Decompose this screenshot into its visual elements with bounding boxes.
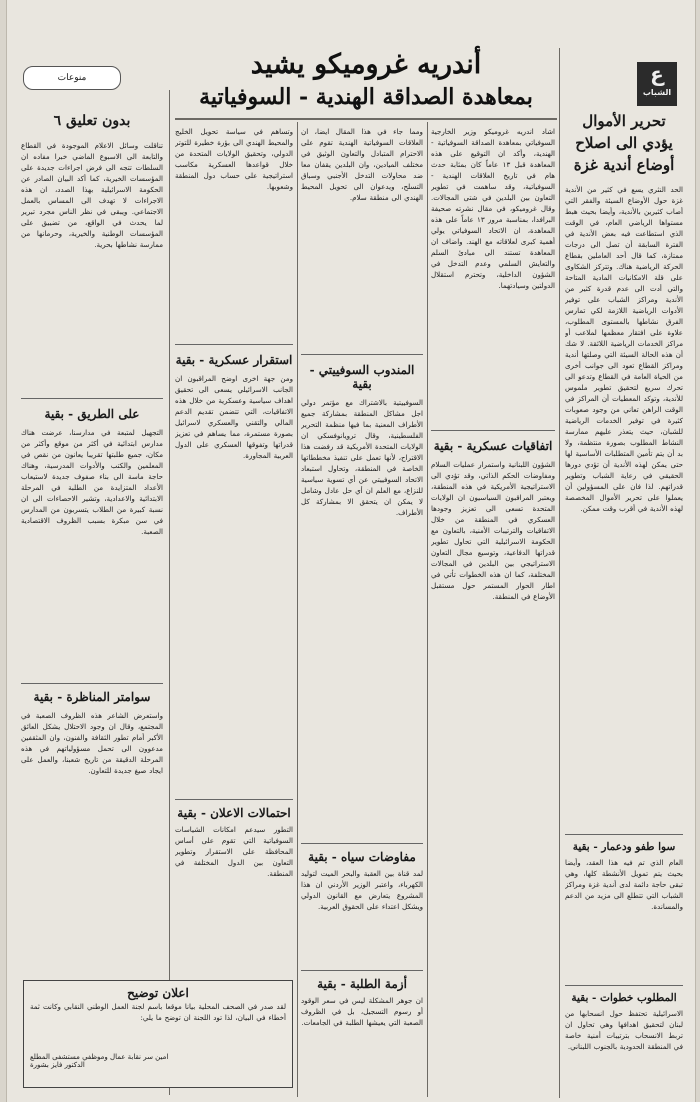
notice-title: اعلان توضيح (127, 986, 189, 1000)
center2-title3: مفاوضات سياه - بقية (301, 843, 423, 864)
youth-section-badge: ع الشباب (637, 62, 677, 106)
center-column-1 (431, 126, 555, 1096)
main-headline-line1: أندريه غروميكو يشيد (250, 49, 482, 80)
left-headline: بدون تعليق ٦ (53, 113, 131, 129)
center2-body4: ان جوهر المشكلة ليس في سعر الوقود أو رسوم التسجيل، بل في الظروف الصعبة التي يعيشها الطلبة في الجامعات. (301, 996, 423, 1027)
center2-body3: لمد قناة بين العقبة والبحر الميت لتوليد الكهرباء، واعتبر الوزير الأردني ان هذا المشروع يتعارض مع القانون الدولي ويشكل اعتداء على الحقوق العربية. (301, 869, 423, 911)
center3-title2: استقرار عسكرية - بقية (175, 344, 293, 367)
center-column-3 (175, 126, 293, 1096)
center2-title4: أزمة الطلبة - بقية (301, 970, 423, 991)
center2-body2: السوفييتية بالاشتراك مع مؤتمر دولي اجل مشاكل المنطقة بمشاركة جميع الأطراف المعنية بما فيها منظمة التحرير الفلسطينية، وقال ترويانوفسكي ان الولايات المتحدة الأمريكية قد رفضت هذا الاقتراح، لأنها تعمل على تنفيذ مخططاتها الخاصة في المنطقة، وتحاول استبعاد الاتحاد السوفييتي عن أي تسوية سياسية للنزاع، مع العلم ان أي حل عادل وشامل لا يمكن ان يتحقق الا بمشاركة كل الأطراف. (301, 398, 423, 517)
center3-body3: التطور سيدعم امكانات الشياسات السوفياتية التي تقوم على أساس المحافظة على الاستقرار وتطوير التعاون بين الدول المختلفة في المنطقة. (175, 825, 293, 878)
center1-title2: اتفاقيات عسكرية - بقية (431, 430, 555, 453)
notice-signature-1: امين سر نقابة عمال وموظفي مستشفى المطلع (30, 1053, 169, 1061)
center-column-2 (301, 126, 423, 1096)
notice-body: لقد صدر في الصحف المحلية بيانا موقعا باسم لجنة العمل الوطني النقابي وكانت ثمة أخطاء في البيان، لذا تود اللجنة ان توضح ما يلي: (30, 1002, 286, 1022)
left-body2: التجهيل لمتبعة في مدارسنا، عرضت هناك مدارس ابتدائية في أكثر من موقع وأكثر من مكان، جميع طلبتها تقريبا يعانون من نقص في المعلمين والكتب والأدوات المدرسية، وهناك حاجة ماسة الى بناء صفوف جديدة لاستيعاب الأعداد المتزايدة من الطلبة في المرحلة الابتدائية والاعدادية، وتشير الاحصاءات الى ان نسبة كبيرة من الطلاب يتسربون من المدارس في سن مبكرة بسبب الظروف الاقتصادية الصعبة. (21, 428, 163, 536)
section-badge-icon: ع (650, 62, 664, 86)
right-section3-title: المطلوب خطوات - بقية (565, 985, 683, 1004)
section-logo: منوعات (23, 66, 121, 90)
notice-box (23, 980, 293, 1088)
main-headline-line2: بمعاهدة الصداقة الهندية - السوفياتية (199, 84, 533, 110)
center2-title2: المندوب السوفييتي - بقية (301, 354, 423, 391)
right-body: الحد النثري يسع في كثير من الأندية غزة حول الأوضاع السيئة والفقر التي أصاب كثيرين بالأندية، وأيضا بحيث هبط مستواها الرياضي العام، في الوقت الذي استطاعت فيه بعض الأندية في الفترة السابقة أن تصل الى درجات ممتازة، كما قال أحد العاملين بقطاع الحركة الرياضية هناك. وتتركز الشكاوى على قلة الامكانيات المادية المتاحة والتي أدت الى عدم قدرة كثير من الأندية ومراكز الشباب على توفير الأدوات الرياضية اللازمة لكي تمارس الفرق نشاطها بالمستوى المطلوب، علاوة على افتقار معظمها لملاعب أو مراكز الخدمات الرياضية اللائقة. لا شك أن هذه الحالة السيئة التي وصلتها أندية ومراكز القطاع تعود الى جوانب أخرى من الحياة العامة في القطاع وتدعو الى تحرك سريع لتحقيق تطوير ملموس للأندية، وتوكد المعطيات أن المراكز في الوقت الراهن تعاني من وجود صعوبات كثيرة في توفير الخدمات الرياضية للشبان، حيث يتعذر عليهم ممارسة النشاط المطلوب بصورة منتظمة، ولا بد أن يتم تأمين المتطلبات الأساسية لها حتى يمكن لهذه الأندية أن تؤدي دورها الحقيقي في رعاية الشباب وتطوير قدراتهم. لذا فان على المسؤولين أن يعملوا على تحرير الأموال المخصصة لهذه الأندية في أقرب وقت ممكن. (565, 185, 683, 513)
left-body: تناقلت وسائل الاعلام الموجودة في القطاع والتابعة الى الاسبوع الماضي خبرا مفاده ان السلطات تتجه الى فرض اجراءات جديدة على المؤسسات الخيرية، كما أكد البيان الصادر عن الحكومة الاسرائيلية بهذا الصدد، ان هذه الاجراءات لا تهدف الى المساس بالعمل الاجتماعي. ويبقى في نظر الناس مجرد تبرير لما يحدث في الواقع، من تضييق على المؤسسات الوطنية والخيرية، وحرمانها من ممارسة نشاطها بحرية. (21, 141, 163, 249)
center3-body2: ومن جهة اخرى اوضح المراقبون ان الجانب الاسرائيلي يسعى الى تحقيق اهداف سياسية وعسكرية من خلال هذه الاتفاقيات، التي تتضمن تقديم الدعم المالي والتقني والعسكري لاسرائيل بصورة مستمرة، مما يساهم في تعزيز قدراتها وتفوقها العسكري على الدول العربية المجاورة. (175, 374, 293, 460)
right-column (565, 110, 683, 1100)
center1-body2: الشؤون اللبنانية واستمرار عمليات السلام ومفاوضات الحكم الذاتي، وقد تؤدي الى الاستراتيجية الأمريكية في هذه المنطقة، ويعتبر المراقبون السياسيون ان الولايات المتحدة تسعى الى تعزيز وجودها العسكري في المنطقة من خلال الاتفاقيات والترتيبات الأمنية، بالتعاون مع الحكومة الاسرائيلية التي تحاول تطوير قدراتها الدفاعية، وتوسيع مجال التعاون الاستراتيجي بين البلدين في المجالات المختلفة، كما ان هذه الخطوات تأتي في اطار الحوار المستمر حول مستقبل الأوضاع في المنطقة. (431, 460, 555, 601)
center2-body: ومما جاء في هذا المقال ايضا، ان العلاقات السوفياتية الهندية تقوم على الاحترام المتبادل والتعاون الوثيق في مختلف الميادين، وان البلدين يقفان معا ضد محاولات التدخل الأجنبي وسباق التسلح، ويدعوان الى تحويل المحيط الهندي الى منطقة سلام. (301, 127, 423, 202)
main-headline (177, 48, 555, 112)
center3-body: وتساهم في سياسة تحويل الخليج والمحيط الهندي الى بؤرة خطيرة للتوتر الدولي، وتحقيق الولايات المتحدة من خلال قواعدها العسكرية مكاسب استراتيجية على حساب دول المنطقة وشعوبها. (175, 127, 293, 191)
newspaper-page (6, 0, 696, 1102)
center3-title3: احتمالات الاعلان - بقية (175, 799, 293, 820)
notice-signature-2: الدكتور فايز بشورة (30, 1061, 85, 1069)
left-body3: واستعرض الشاعر هذه الظروف الصعبة في المجتمع، وقال ان وجود الاحتلال يشكل العائق الأكبر أمام تطور الثقافة والفنون، وان المثقفين مدعوون الى تحمل مسؤولياتهم في هذه المرحلة الدقيقة من تاريخ شعبنا، والعمل على ايجاد صيغ جديدة للتعاون. (21, 711, 163, 775)
left-title3: سوامتر المناظرة - بقية (21, 683, 163, 704)
left-column (21, 96, 163, 1091)
right-headline: تحرير الأموال يؤدي الى اصلاح أوضاع أندية غزة (573, 112, 675, 174)
center1-body: اشاد اندريه غروميكو وزير الخارجية السوفياتي بمعاهدة الصداقة السوفياتية - الهندية، وأكد ان التوقيع على هذه المعاهدة قبل ١٣ عاماً كان بمثابة حدث هام في تاريخ العلاقات الهندية - السوفياتية، وقد ساهمت في تطوير التعاون بين البلدين في شتى المجالات. وقال غروميكو، في مقال نشرته صحيفة البرافدا، بمناسبة مرور ١٣ عاماً على هذه المعاهدة، ان الاتحاد السوفياتي يولي أهمية كبرى لعلاقاته مع الهند. واضاف ان المعاهدة تستند الى مبادئ السلم والتعايش السلمي وعدم التدخل في الشؤون الداخلية، وتحترم استقلال الدولتين وسيادتهما. (431, 127, 555, 290)
right-section2-body: العام الذي تم فيه هذا العقد، وأيضا بحيث يتم تمويل الأنشطة كلها، وهي تبقى حاجة دائمة لدى أندية غزة ومراكز الشباب التي تتطلع الى مزيد من الدعم والمساندة. (565, 858, 683, 911)
right-section3-body: الاسرائيلية تحتفظ حول انسحابها من لبنان لتحقيق اهدافها وهي تحاول ان تربط الانسحاب بترتيبات أمنية خاصة في المنطقة الحدودية بالجنوب اللبناني. (565, 1009, 683, 1051)
left-title2: على الطريق - بقية (21, 398, 163, 421)
right-section2-title: سوا طفو ودعمار - بقية (565, 834, 683, 853)
